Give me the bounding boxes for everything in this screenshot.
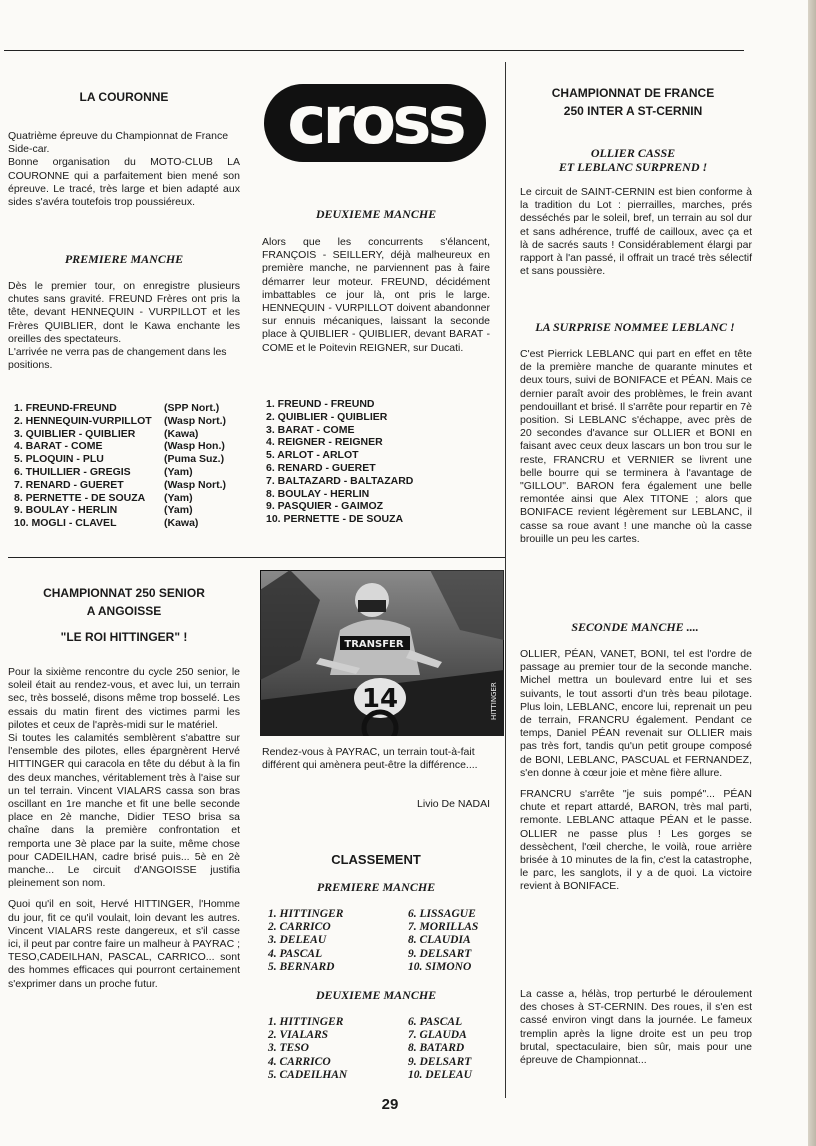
result-name: 5. PLOQUIN - PLU: [14, 453, 104, 466]
surprise-title: LA SURPRISE NOMMEE LEBLANC !: [535, 320, 735, 334]
result-machine: (Yam): [164, 465, 193, 478]
result-row: [14, 415, 244, 428]
result-right: 8. BATARD: [408, 1042, 465, 1055]
st-cernin-subtitle: [516, 146, 750, 174]
manche1-paragraph: Dès le premier tour, on enregistre plusieurs chutes sans gravité. FREUND Frères ont pris la tête, devant HENNEQUIN - VURPILLOT et les Frères QUIBLIER, dont le Kawa enchante les oreilles des spectateurs.: [8, 280, 240, 345]
la-couronne-manche2-results: [266, 398, 492, 526]
result-row: [268, 948, 494, 961]
result-machine: (Kawa): [164, 427, 199, 440]
result-machine: (SPP Nort.): [164, 402, 220, 414]
result-row: 4. REIGNER - REIGNER: [266, 436, 383, 449]
result-left: 1. HITTINGER: [268, 1016, 344, 1028]
la-couronne-manche1-title: PREMIERE MANCHE: [64, 252, 184, 266]
result-left: 2. VIALARS: [268, 1029, 329, 1042]
result-row: [14, 428, 244, 441]
result-left: 1. HITTINGER: [268, 908, 344, 920]
angoisse-title-line1: CHAMPIONNAT 250 SENIOR: [43, 586, 205, 600]
rider-photo: [260, 570, 504, 736]
la-couronne-intro: [8, 130, 240, 209]
st-cernin-title: [516, 84, 750, 120]
result-row: 10. PERNETTE - DE SOUZA: [266, 513, 404, 526]
result-row: [14, 479, 244, 492]
result-right: 6. PASCAL: [408, 1016, 463, 1028]
result-row: [268, 1016, 494, 1029]
result-row: [268, 934, 494, 947]
result-name: 7. RENARD - GUERET: [14, 478, 124, 491]
intro-paragraph: Quatrième épreuve du Championnat de France Side-car.: [8, 130, 229, 156]
classement-title: CLASSEMENT: [331, 852, 421, 867]
result-row: [268, 1069, 494, 1082]
result-name: 1. FREUND-FREUND: [14, 402, 117, 414]
seconde-manche-text: [520, 648, 752, 894]
result-machine: (Puma Suz.): [164, 453, 225, 466]
result-name: 6. THUILLIER - GREGIS: [14, 465, 131, 478]
result-left: 5. BERNARD: [268, 960, 335, 973]
st-cernin-title-line2: 250 INTER A ST-CERNIN: [563, 104, 703, 118]
bike-number: 14: [361, 684, 399, 714]
result-left: 3. TESO: [268, 1042, 309, 1055]
intro-paragraph: Bonne organisation du MOTO-CLUB LA COURONNE qui a parfaitement bien mené son épreuve. Le tracé, très large et bien adapté aux sides s'avéra toutefois trop poussiéreux.: [8, 156, 240, 209]
result-row: 2. QUIBLIER - QUIBLIER: [266, 410, 388, 423]
result-machine: (Yam): [164, 491, 193, 504]
result-right: 8. CLAUDIA: [408, 934, 471, 947]
result-machine: (Wasp Nort.): [164, 414, 227, 427]
result-left: 5. CADEILHAN: [268, 1068, 348, 1081]
result-row: [268, 1042, 494, 1055]
cross-logo-text: cross: [287, 82, 463, 159]
result-left: 4. CARRICO: [268, 1055, 331, 1068]
result-right: 7. GLAUDA: [408, 1029, 467, 1042]
angoisse-title-line2: A ANGOISSE: [86, 604, 162, 618]
result-row: [14, 466, 244, 479]
result-row: [14, 504, 244, 517]
photo-credit: HITTINGER: [490, 682, 498, 720]
result-machine: (Yam): [164, 504, 193, 517]
result-row: 1. FREUND - FREUND: [266, 398, 375, 410]
angoisse-manche2-title: DEUXIEME MANCHE: [315, 988, 437, 1002]
result-row: [268, 1029, 494, 1042]
page-number: 29: [381, 1096, 399, 1113]
result-row: [268, 921, 494, 934]
result-name: 4. BARAT - COME: [14, 440, 103, 453]
angoisse-manche1-title: PREMIERE MANCHE: [316, 880, 436, 894]
result-left: 3. DELEAU: [268, 934, 327, 947]
cross-logo: [262, 82, 488, 164]
la-couronne-manche2-text: Alors que les concurrents s'élancent, FRANÇOIS - SEILLERY, déjà malheureux en première manche, ne parviennent pas à faire démarrer leur moteur. FREUND, décidément imbattables ce jour là, ont pris le large. HENNEQUIN - VURPILLOT doivent abandonner sur ennuis mécaniques, laissant la seconde place à QUIBLIER - QUIBLIER, devant BARAT - COME et le Poitevin REIGNER, sur Ducati.: [262, 236, 490, 354]
result-machine: (Wasp Hon.): [164, 440, 225, 453]
angoisse-paragraph: Pour la sixième rencontre du cycle 250 senior, le soleil était au rendez-vous, et avec lui, un terrain sec, très bosselé, disons même trop bosselé. Les essais du matin firent des victimes parmi les pilotes et ceux de l'après-midi sur le matériel.: [8, 666, 240, 731]
result-name: 8. PERNETTE - DE SOUZA: [14, 491, 146, 504]
result-row: 6. RENARD - GUERET: [266, 461, 376, 474]
result-right: 9. DELSART: [408, 947, 472, 960]
la-couronne-manche1-text: [8, 280, 240, 372]
st-cernin-closing: La casse a, hélàs, trop perturbé le déroulement des choses à ST-CERNIN. Des roues, il s'en est cassé environ vingt dans la journée. Le fameux tremplin après la ligne droite est un peu trop brutal, spectaculaire, bien sûr, mais pour une épreuve de Championnat...: [520, 988, 752, 1067]
jersey-text: TRANSFER: [344, 639, 404, 650]
result-right: 10. SIMONO: [408, 960, 472, 973]
result-row: 5. ARLOT - ARLOT: [266, 449, 359, 462]
la-couronne-manche2-title: DEUXIEME MANCHE: [315, 207, 437, 221]
manche1-paragraph: L'arrivée ne verra pas de changement dans les positions.: [8, 346, 227, 372]
result-row: 9. PASQUIER - GAIMOZ: [266, 500, 384, 513]
result-right: 9. DELSART: [408, 1055, 472, 1068]
result-row: [268, 961, 494, 974]
seconde-manche-title: SECONDE MANCHE ....: [571, 620, 699, 634]
angoisse-manche2-results: [268, 1016, 494, 1082]
result-row: [268, 908, 494, 921]
result-name: 9. BOULAY - HERLIN: [14, 504, 118, 517]
st-cernin-intro: Le circuit de SAINT-CERNIN est bien conforme à la tradition du Lot : pierrailles, marches, prés desséchés par le soleil, bref, un terrain au sol dur et sans adhérence, truffé de cailloux, avec ça et là de sacrés sauts ! Considérablement élargi par rapport à l'an passé, il offrait un tracé très sélectif et sans poussière.: [520, 186, 752, 278]
column-divider: [505, 62, 506, 1098]
result-machine: (Kawa): [164, 517, 199, 530]
la-couronne-title: LA COURONNE: [79, 90, 169, 104]
result-right: 10. DELEAU: [408, 1068, 472, 1081]
photo-caption: Rendez-vous à PAYRAC, un terrain tout-à-fait différent qui amènera peut-être la différence....: [262, 746, 478, 772]
seconde-paragraph: OLLIER, PÉAN, VANET, BONI, tel est l'ordre de passage au premier tour de la seconde manche. Michel mettra un boulevard entre lui et ses suivants, le tout assorti d'un très beau pilotage. Plus loin, LEBLANC, encore lui, reprenait un peu de terrain, FRANCRU également. Pendant ce temps, Daniel PÉAN revenait sur OLLIER mais pas très fort, tandis qu'un petit groupe composé de BONI, LEBLANC, PASCUAL et FERNANDEZ, s'en donne à cœur joie et mène fière allure.: [520, 648, 752, 779]
result-row: [14, 440, 244, 453]
st-cernin-title-line1: CHAMPIONNAT DE FRANCE: [551, 86, 715, 100]
angoisse-title: [8, 584, 240, 620]
article-author: Livio De NADAI: [417, 798, 490, 810]
st-cernin-subtitle-line1: OLLIER CASSE: [590, 146, 676, 160]
result-row: [14, 517, 244, 530]
result-row: [14, 492, 244, 505]
la-couronne-manche1-results: [14, 402, 244, 530]
seconde-paragraph: FRANCRU s'arrête "je suis pompé"... PÉAN chute et repart attardé, BARON, très mal parti, remonte. LEBLANC attaque PÉAN et le passe. OLLIER ne passe plus ! Les gorges se dessèchent, l'œil cherche, le voilà, roue arrière brisée à 10 minutes de la fin, c'est la catastrophe, le parc, les sanglots, il y a de quoi. La victoire revient à BONIFACE.: [520, 788, 752, 893]
result-right: 7. MORILLAS: [408, 921, 479, 934]
result-name: 10. MOGLI - CLAVEL: [14, 517, 117, 530]
top-rule: [4, 50, 744, 51]
result-right: 6. LISSAGUE: [408, 908, 476, 920]
angoisse-subtitle: "LE ROI HITTINGER" !: [60, 630, 188, 644]
angoisse-paragraph: Quoi qu'il en soit, Hervé HITTINGER, l'Homme du jour, fit ce qu'il voulait, loin devant les autres. Vincent VIALARS reste dangereux, et s'il casse ici, il peut par contre faire un malheur à PAYRAC ; TESO,CADEILHAN, PASCAL, CARRICO... sont des hommes efficaces qui pourront certainement s'exprimer dans un proche futur.: [8, 898, 240, 990]
angoisse-manche1-results: [268, 908, 494, 974]
section-divider: [8, 557, 505, 558]
surprise-text: C'est Pierrick LEBLANC qui part en effet en tête de la première manche de quarante minutes et deux tours, suivi de BONIFACE et PÉAN. Mais ce dernier paraît avoir des problèmes, le frein avant pendouillant et brisé. Il s'arrête pour repartir en 7è position. Si LEBLANC s'échappe, avec près de 20 secondes d'avance sur OLLIER et BONI en faisant avec ceux deux lascars un bon trou sur le reste, FRANCRU et VERNIER se livrent une belle bourre qui se terminera à l'avantage de "GILLOU". BARON fera également une belle remontée ainsi que Alex TITONE ; alors que BONIFACE revient légèrement sur LEBLANC, il casse sa roue avant ! une manche où la casse brouille un peu les cartes.: [520, 348, 752, 545]
result-row: 7. BALTAZARD - BALTAZARD: [266, 474, 414, 487]
angoisse-paragraph: Si toutes les calamités semblèrent s'abattre sur l'ensemble des pilotes, elles épargnèrent Hervé HITTINGER qui caracola en tête du début à la fin des deux manches, véritablement très à l'aise sur un tel terrain. Vincent VIALARS cassa son bras oscillant en 1re manche et fit une belle seconde place en 2è manche, Didier TESO brisa sa chaîne dans la première confrontation et remporta une 3è place par la suite, même chose pour CADEILHAN, cadre brisé puis... 5è en 2è manche... Le circuit d'ANGOISSE justifia pleinement son nom.: [8, 732, 240, 890]
result-machine: (Wasp Nort.): [164, 478, 227, 491]
result-row: [14, 453, 244, 466]
page-edge: [808, 0, 816, 1146]
result-row: 8. BOULAY - HERLIN: [266, 487, 370, 500]
result-left: 4. PASCAL: [268, 947, 323, 960]
result-row: [14, 402, 244, 415]
result-row: 3. BARAT - COME: [266, 423, 355, 436]
st-cernin-subtitle-line2: ET LEBLANC SURPREND !: [558, 160, 708, 174]
result-left: 2. CARRICO: [268, 921, 331, 934]
result-name: 3. QUIBLIER - QUIBLIER: [14, 427, 136, 440]
result-name: 2. HENNEQUIN-VURPILLOT: [14, 414, 152, 427]
angoisse-body: [8, 666, 240, 991]
result-row: [268, 1056, 494, 1069]
